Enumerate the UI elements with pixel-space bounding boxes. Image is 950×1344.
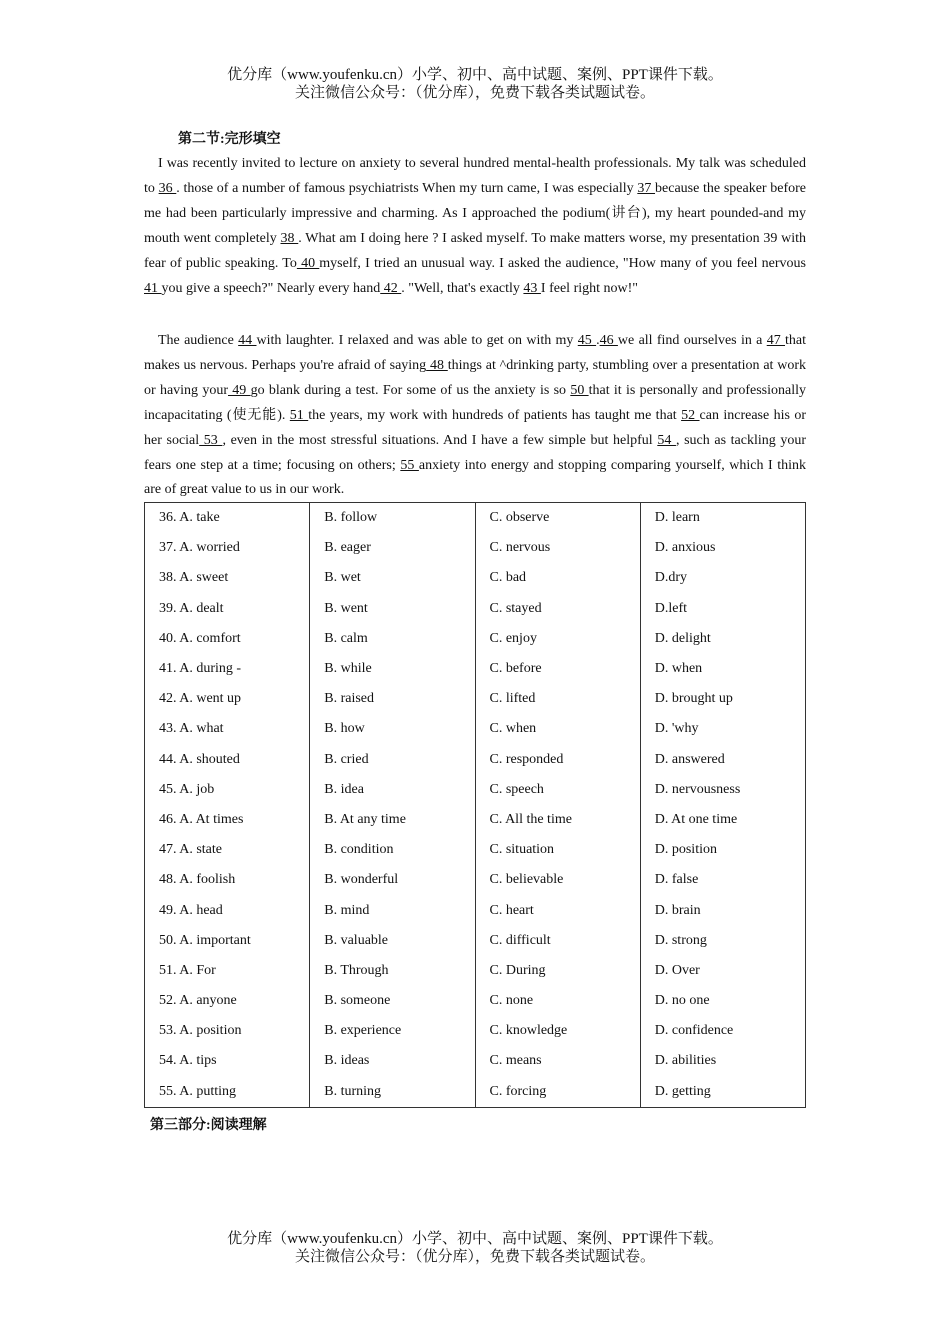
header-line-1: 优分库（www.youfenku.cn）小学、初中、高中试题、案例、PPT课件下载。	[227, 67, 723, 83]
blank: 52	[681, 407, 700, 423]
blank: 54	[657, 432, 676, 448]
option-b: B. At any time	[310, 805, 475, 835]
passage-text: anxiety into energy and stopping comparing yourself, which I think are of great value to us in our work.	[144, 457, 807, 498]
option-row	[145, 926, 806, 956]
option-a: 51. A. For	[145, 956, 310, 986]
option-a: 43. A. what	[145, 714, 310, 744]
option-b: B. idea	[310, 775, 475, 805]
blank: 36	[158, 180, 177, 196]
option-b: B. experience	[310, 1016, 475, 1046]
option-row	[145, 865, 806, 895]
option-d: D. 'why	[640, 714, 805, 744]
passage-text: . What am I doing here ? I asked myself. To make matters worse, my presentation 39 with fear of public speaking. To	[144, 230, 806, 271]
option-a: 38. A. sweet	[145, 563, 310, 593]
option-row	[145, 956, 806, 986]
option-c: C. forcing	[475, 1077, 640, 1108]
blank: 47	[766, 333, 786, 348]
option-d: D. answered	[640, 745, 805, 775]
option-row	[145, 563, 806, 593]
option-c: C. lifted	[475, 684, 640, 714]
option-a: 48. A. foolish	[145, 865, 310, 895]
blank: 43	[523, 280, 541, 296]
option-b: B. turning	[310, 1077, 475, 1108]
option-c: C. difficult	[475, 926, 640, 956]
passage-text: with laughter. I relaxed and was able to get on with my	[256, 333, 578, 348]
option-b: B. someone	[310, 986, 475, 1016]
option-d: D. nervousness	[640, 775, 805, 805]
option-a: 36. A. take	[145, 503, 310, 534]
blank: 41	[144, 280, 162, 296]
passage-text: , such as tackling your fears one step at a time; focusing on others;	[144, 432, 807, 473]
option-a: 53. A. position	[145, 1016, 310, 1046]
option-row	[145, 503, 806, 534]
option-a: 42. A. went up	[145, 684, 310, 714]
option-d: D. brought up	[640, 684, 805, 714]
option-a: 47. A. state	[145, 835, 310, 865]
option-a: 52. A. anyone	[145, 986, 310, 1016]
option-c: C. heart	[475, 895, 640, 925]
option-c: C. During	[475, 956, 640, 986]
option-b: B. condition	[310, 835, 475, 865]
passage-text: I was recently invited to lecture on anxiety to several hundred mental-health professionals. My talk was scheduled to	[144, 156, 806, 196]
page-header	[0, 66, 950, 102]
option-c: C. believable	[475, 865, 640, 895]
option-row	[145, 624, 806, 654]
passage-text: go blank during a test. For some of us the anxiety is so	[250, 382, 571, 398]
option-c: C. situation	[475, 835, 640, 865]
option-row	[145, 654, 806, 684]
option-a: 54. A. tips	[145, 1046, 310, 1076]
option-a: 39. A. dealt	[145, 594, 310, 624]
passage-paragraph-1	[144, 152, 806, 301]
option-row	[145, 714, 806, 744]
option-d: D. brain	[640, 895, 805, 925]
option-d: D.left	[640, 594, 805, 624]
blank: 37	[637, 180, 656, 196]
option-a: 41. A. during -	[145, 654, 310, 684]
option-a: 37. A. worried	[145, 533, 310, 563]
option-row	[145, 895, 806, 925]
passage-text: the years, my work with hundreds of patients has taught me that	[308, 407, 682, 423]
option-c: C. responded	[475, 745, 640, 775]
option-b: B. how	[310, 714, 475, 744]
passage-text: . those of a number of famous psychiatrists When my turn came, I was especially	[176, 180, 638, 196]
passage-text: The audience	[158, 333, 239, 348]
passage-text: things at ^drinking party, stumbling over a presentation at work or having your	[144, 357, 806, 398]
section-title: 第二节:完形填空	[178, 132, 281, 147]
blank: 49	[228, 382, 251, 398]
option-d: D. no one	[640, 986, 805, 1016]
option-b: B. wet	[310, 563, 475, 593]
option-b: B. while	[310, 654, 475, 684]
passage-text: , even in the most stressful situations. And I have a few simple but helpful	[222, 432, 658, 448]
blank: 42	[380, 280, 402, 296]
option-a: 49. A. head	[145, 895, 310, 925]
blank: 44	[238, 333, 257, 348]
option-c: C. enjoy	[475, 624, 640, 654]
option-c: C. means	[475, 1046, 640, 1076]
passage-text: you give a speech?" Nearly every hand	[161, 280, 381, 296]
option-c: C. before	[475, 654, 640, 684]
option-c: C. nervous	[475, 533, 640, 563]
option-b: B. went	[310, 594, 475, 624]
option-b: B. eager	[310, 533, 475, 563]
option-b: B. Through	[310, 956, 475, 986]
option-row	[145, 1077, 806, 1108]
option-d: D. abilities	[640, 1046, 805, 1076]
option-c: C. none	[475, 986, 640, 1016]
option-a: 45. A. job	[145, 775, 310, 805]
passage-text: that it is personally and professionally incapacitating (使无能).	[144, 382, 806, 423]
option-c: C. bad	[475, 563, 640, 593]
blank: 50	[570, 382, 589, 398]
option-b: B. ideas	[310, 1046, 475, 1076]
blank: 48	[426, 357, 448, 373]
option-d: D. getting	[640, 1077, 805, 1108]
option-row	[145, 745, 806, 775]
blank: 46	[599, 333, 618, 348]
option-c: C. speech	[475, 775, 640, 805]
footer-line-2: 关注微信公众号：（优分库），免费下载各类试题试卷。	[294, 1249, 655, 1265]
option-row	[145, 684, 806, 714]
blank: 40	[296, 255, 320, 271]
option-d: D. confidence	[640, 1016, 805, 1046]
option-a: 40. A. comfort	[145, 624, 310, 654]
option-d: D. learn	[640, 503, 805, 534]
option-b: B. raised	[310, 684, 475, 714]
blank: 55	[400, 457, 419, 473]
option-d: D. Over	[640, 956, 805, 986]
blank: 53	[199, 432, 223, 448]
blank: 51	[289, 407, 309, 423]
option-d: D. when	[640, 654, 805, 684]
options-table	[144, 502, 806, 1108]
option-a: 55. A. putting	[145, 1077, 310, 1108]
page-footer	[0, 1230, 950, 1266]
option-row	[145, 1046, 806, 1076]
passage-text: myself, I tried an unusual way. I asked the audience, "How many of you feel nervous	[319, 255, 807, 271]
option-b: B. mind	[310, 895, 475, 925]
option-d: D. position	[640, 835, 805, 865]
option-row	[145, 594, 806, 624]
option-row	[145, 986, 806, 1016]
option-row	[145, 805, 806, 835]
option-c: C. All the time	[475, 805, 640, 835]
option-b: B. cried	[310, 745, 475, 775]
option-a: 50. A. important	[145, 926, 310, 956]
option-a: 46. A. At times	[145, 805, 310, 835]
option-row	[145, 1016, 806, 1046]
option-b: B. wonderful	[310, 865, 475, 895]
passage-text: that makes us nervous. Perhaps you're afraid of saying	[144, 333, 807, 373]
option-c: C. when	[475, 714, 640, 744]
blank: 38	[280, 230, 299, 246]
passage-text: can increase his or her social	[144, 407, 807, 448]
option-c: C. stayed	[475, 594, 640, 624]
passage-text: . "Well, that's exactly	[401, 280, 524, 296]
option-b: B. calm	[310, 624, 475, 654]
option-d: D. delight	[640, 624, 805, 654]
option-a: 44. A. shouted	[145, 745, 310, 775]
footer-line-1: 优分库（www.youfenku.cn）小学、初中、高中试题、案例、PPT课件下载。	[227, 1231, 723, 1247]
header-line-2: 关注微信公众号：（优分库），免费下载各类试题试卷。	[294, 85, 655, 101]
passage-text: we all find ourselves in a	[617, 333, 767, 348]
passage-text: because the speaker before me had been particularly impressive and charming. As I approached the podium(讲台), my heart pounded-and my mouth went completely	[144, 180, 807, 246]
option-d: D. anxious	[640, 533, 805, 563]
passage-paragraph-2	[144, 329, 806, 503]
blank: 45	[577, 333, 597, 348]
option-row	[145, 835, 806, 865]
option-row	[145, 775, 806, 805]
passage-text: .	[596, 333, 600, 348]
option-b: B. valuable	[310, 926, 475, 956]
passage-text: I feel right now!"	[540, 280, 638, 296]
option-b: B. follow	[310, 503, 475, 534]
option-d: D. strong	[640, 926, 805, 956]
option-d: D.dry	[640, 563, 805, 593]
option-c: C. knowledge	[475, 1016, 640, 1046]
option-row	[145, 533, 806, 563]
part3-title: 第三部分:阅读理解	[150, 1118, 267, 1133]
option-c: C. observe	[475, 503, 640, 534]
option-d: D. At one time	[640, 805, 805, 835]
option-d: D. false	[640, 865, 805, 895]
